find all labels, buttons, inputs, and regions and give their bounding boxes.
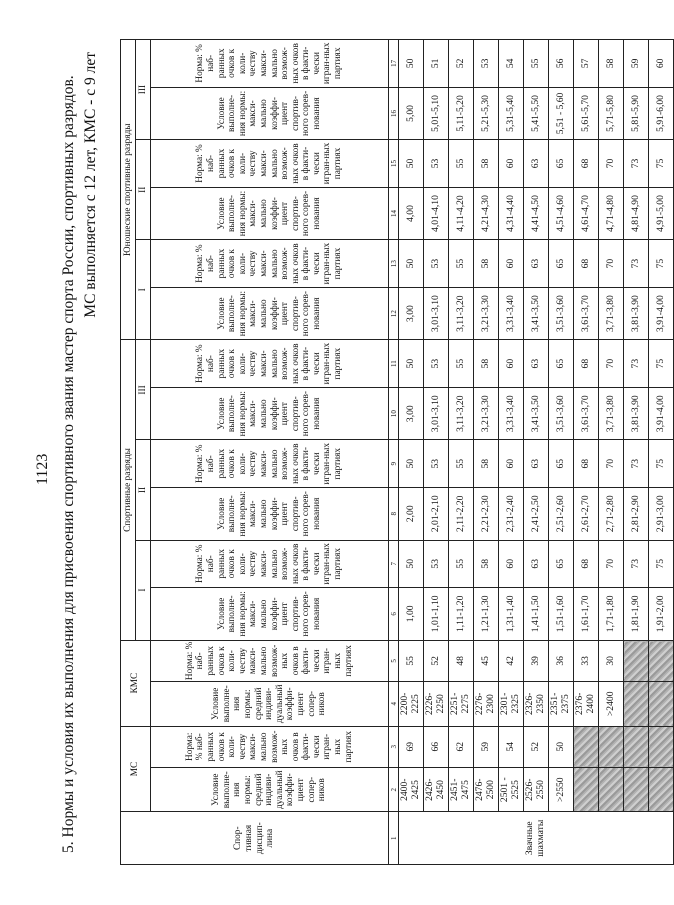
table-cell: 68 — [574, 540, 599, 588]
table-cell: 73 — [624, 140, 649, 188]
table-cell: 58 — [474, 240, 499, 288]
table-cell: 4,00 — [399, 187, 424, 240]
column-number: 1 — [389, 812, 399, 865]
table-cell: 3,81-3,90 — [624, 287, 649, 340]
table-cell: 1,11-1,20 — [449, 588, 474, 641]
table-cell: 50 — [399, 540, 424, 588]
table-cell: 3,91-4,00 — [649, 387, 674, 440]
table-cell: 5,61-5,70 — [574, 87, 599, 140]
table-cell: 58 — [599, 40, 624, 88]
rank-condition-header: Условие выполне-ния нормы: макси-мально коэффи-циент спортив-ного сорев-нования — [151, 487, 389, 540]
table-cell: 36 — [549, 640, 574, 681]
table-cell: 2426-2450 — [424, 767, 449, 811]
table-row — [549, 40, 574, 865]
table-cell: 50 — [399, 40, 424, 88]
table-cell: 2351-2375 — [549, 682, 574, 726]
table-cell: 58 — [474, 340, 499, 388]
table-cell: 60 — [499, 440, 524, 488]
table-cell: 73 — [624, 240, 649, 288]
age-note: МС выполняется с 12 лет, КМС - с 9 лет — [82, 52, 99, 318]
table-cell: 75 — [649, 540, 674, 588]
rank-norm-header: Норма: % наб-ранных очков к коли-честву макси-мально возмож-ных очков в факти-чески игран-ных партиях — [151, 140, 389, 188]
table-cell: 53 — [424, 340, 449, 388]
table-cell: 3,01-3,10 — [424, 387, 449, 440]
table-cell: >2550 — [549, 767, 574, 811]
table-cell: 55 — [449, 340, 474, 388]
rank-roman-label: III — [136, 340, 151, 440]
table-cell: 55 — [524, 40, 549, 88]
table-cell: 30 — [599, 640, 624, 681]
table-cell: 3,41-3,50 — [524, 287, 549, 340]
table-cell — [649, 726, 674, 767]
table-cell: 50 — [399, 340, 424, 388]
table-cell: 70 — [599, 340, 624, 388]
table-cell: 5,91-6,00 — [649, 87, 674, 140]
table-cell — [649, 640, 674, 681]
table-cell: 75 — [649, 240, 674, 288]
table-cell: 2,00 — [399, 487, 424, 540]
table-cell: 3,71-3,80 — [599, 387, 624, 440]
table-cell: 3,51-3,60 — [549, 287, 574, 340]
table-cell: 75 — [649, 340, 674, 388]
rank-roman-label: III — [136, 40, 151, 140]
table-cell: 53 — [424, 540, 449, 588]
table-cell: 65 — [549, 440, 574, 488]
table-cell: 5,81-5,90 — [624, 87, 649, 140]
table-row — [399, 40, 424, 865]
table-cell: 3,71-3,80 — [599, 287, 624, 340]
table-cell: 1,00 — [399, 588, 424, 641]
table-cell: 73 — [624, 540, 649, 588]
table-cell: 63 — [524, 340, 549, 388]
table-cell: 60 — [499, 340, 524, 388]
table-cell: 1,51-1,60 — [549, 588, 574, 641]
rank-norm-header: Норма: % наб-ранных очков к коли-честву макси-мально возмож-ных очков в факти-чески игран-ных партиях — [151, 40, 389, 88]
rank-roman-label: II — [136, 440, 151, 540]
table-cell — [624, 640, 649, 681]
column-number: 14 — [389, 187, 399, 240]
table-cell: 45 — [474, 640, 499, 681]
table-cell: 59 — [474, 726, 499, 767]
table-cell: 5,71-5,80 — [599, 87, 624, 140]
discipline-cell: Звачные шахматы — [399, 812, 674, 865]
table-cell: 63 — [524, 540, 549, 588]
table-cell: 55 — [449, 440, 474, 488]
table-cell: 68 — [574, 140, 599, 188]
table-cell: 33 — [574, 640, 599, 681]
column-number: 5 — [389, 640, 399, 681]
table-cell — [624, 682, 649, 726]
table-cell: 5,00 — [399, 87, 424, 140]
table-cell: 60 — [499, 540, 524, 588]
table-cell: 2,51-2,60 — [549, 487, 574, 540]
column-number: 3 — [389, 726, 399, 767]
table-cell: 3,61-3,70 — [574, 387, 599, 440]
table-cell: 56 — [549, 40, 574, 88]
table-cell: >2400 — [599, 682, 624, 726]
table-cell: 68 — [574, 240, 599, 288]
table-cell: 3,51-3,60 — [549, 387, 574, 440]
table-cell: 57 — [574, 40, 599, 88]
column-number: 12 — [389, 287, 399, 340]
table-cell: 73 — [624, 340, 649, 388]
table-row — [624, 40, 649, 865]
discipline-header: Спор-тивная дисцип-лина — [121, 812, 389, 865]
table-cell: 52 — [449, 40, 474, 88]
table-cell: 5,11-5,20 — [449, 87, 474, 140]
table-cell: 5,01-5,10 — [424, 87, 449, 140]
table-cell: 2,71-2,80 — [599, 487, 624, 540]
table-cell: 3,31-3,40 — [499, 287, 524, 340]
column-number: 6 — [389, 588, 399, 641]
column-number: 10 — [389, 387, 399, 440]
table-cell: 4,31-4,40 — [499, 187, 524, 240]
rank-condition-header: Условие выполне-ния нормы: макси-мально коэффи-циент спортив-ного сорев-нования — [151, 87, 389, 140]
table-cell: 58 — [474, 440, 499, 488]
table-cell: 3,00 — [399, 387, 424, 440]
sport-ranks-group-header: Спортивные разряды — [121, 340, 136, 640]
table-cell — [649, 767, 674, 811]
table-cell: 2400-2425 — [399, 767, 424, 811]
table-cell: 55 — [449, 240, 474, 288]
table-cell: 70 — [599, 240, 624, 288]
table-cell — [649, 682, 674, 726]
column-number: 4 — [389, 682, 399, 726]
table-cell: 39 — [524, 640, 549, 681]
rank-roman-label: II — [136, 140, 151, 240]
column-number: 2 — [389, 767, 399, 811]
table-cell: 2,41-2,50 — [524, 487, 549, 540]
table-cell: 65 — [549, 140, 574, 188]
table-cell: 60 — [649, 40, 674, 88]
kms-condition-header: Условие выполне-ния нормы: средний индиви-дуальный коэффи-циент сопер-ников — [151, 682, 389, 726]
table-cell — [574, 767, 599, 811]
table-cell: 2526-2550 — [524, 767, 549, 811]
table-cell: 58 — [474, 140, 499, 188]
table-cell — [624, 767, 649, 811]
table-cell: 70 — [599, 140, 624, 188]
section-heading: 5. Нормы и условия их выполнения для присвоения спортивного звания мастер спорта России, спортивных разрядов. — [60, 75, 77, 853]
table-cell: 2,31-2,40 — [499, 487, 524, 540]
table-cell: 1,21-1,30 — [474, 588, 499, 641]
column-number: 9 — [389, 440, 399, 488]
table-cell: 4,81-4,90 — [624, 187, 649, 240]
table-cell: 63 — [524, 440, 549, 488]
table-cell: 53 — [424, 240, 449, 288]
table-cell: 70 — [599, 440, 624, 488]
table-cell: 53 — [424, 440, 449, 488]
table-cell: 3,21-3,30 — [474, 287, 499, 340]
column-number: 17 — [389, 40, 399, 88]
table-cell: 1,61-1,70 — [574, 588, 599, 641]
column-number: 11 — [389, 340, 399, 388]
table-cell: 5,21-5,30 — [474, 87, 499, 140]
table-cell: 50 — [399, 240, 424, 288]
table-cell: 1,91-2,00 — [649, 588, 674, 641]
table-cell: 73 — [624, 440, 649, 488]
table-cell: 2,61-2,70 — [574, 487, 599, 540]
table-cell: 70 — [599, 540, 624, 588]
table-cell: 50 — [549, 726, 574, 767]
rank-condition-header: Условие выполне-ния нормы: макси-мально коэффи-циент спортив-ного сорев-нования — [151, 387, 389, 440]
table-cell: 3,61-3,70 — [574, 287, 599, 340]
table-cell — [624, 726, 649, 767]
youth-ranks-group-header: Юношеские спортивные разряды — [121, 40, 136, 340]
table-cell: 4,91-5,00 — [649, 187, 674, 240]
table-cell: 50 — [399, 140, 424, 188]
table-row — [499, 40, 524, 865]
table-cell: 5,51 - 5,60 — [549, 87, 574, 140]
column-number: 15 — [389, 140, 399, 188]
table-cell: 54 — [499, 726, 524, 767]
table-cell: 55 — [449, 540, 474, 588]
table-cell: 2,01-2,10 — [424, 487, 449, 540]
table-cell: 4,51-4,60 — [549, 187, 574, 240]
table-cell: 2,81-2,90 — [624, 487, 649, 540]
table-cell: 3,01-3,10 — [424, 287, 449, 340]
table-cell — [599, 767, 624, 811]
table-cell: 3,91-4,00 — [649, 287, 674, 340]
table-cell: 1,81-1,90 — [624, 588, 649, 641]
table-cell: 68 — [574, 440, 599, 488]
table-cell: 53 — [474, 40, 499, 88]
table-row — [524, 40, 549, 865]
column-number: 8 — [389, 487, 399, 540]
table-cell: 2451-2475 — [449, 767, 474, 811]
table-cell: 2,11-2,20 — [449, 487, 474, 540]
table-cell: 1,01-1,10 — [424, 588, 449, 641]
rank-condition-header: Условие выполне-ния нормы: макси-мально коэффи-циент спортив-ного сорев-нования — [151, 588, 389, 641]
column-number: 7 — [389, 540, 399, 588]
table-cell: 2326-2350 — [524, 682, 549, 726]
table-cell: 60 — [499, 140, 524, 188]
table-cell: 5,41-5,50 — [524, 87, 549, 140]
table-cell: 66 — [424, 726, 449, 767]
table-cell: 3,00 — [399, 287, 424, 340]
table-cell: 75 — [649, 140, 674, 188]
ms-condition-header: Условие выполне-ния нормы: средний индиви-дуальный коэффи-циент сопер-ников — [151, 767, 389, 811]
table-cell: 51 — [424, 40, 449, 88]
table-cell: 53 — [424, 140, 449, 188]
table-cell: 2501 - 2525 — [499, 767, 524, 811]
rank-condition-header: Условие выполне-ния нормы: макси-мально коэффи-циент спортив-ного сорев-нования — [151, 187, 389, 240]
table-cell: 4,01-4,10 — [424, 187, 449, 240]
table-cell: 4,21-4,30 — [474, 187, 499, 240]
table-cell: 4,71-4,80 — [599, 187, 624, 240]
table-cell: 3,21-3,30 — [474, 387, 499, 440]
table-cell — [599, 726, 624, 767]
table-cell: 75 — [649, 440, 674, 488]
column-number: 16 — [389, 87, 399, 140]
table-cell: 63 — [524, 240, 549, 288]
rank-condition-header: Условие выполне-ния нормы: макси-мально коэффи-циент спортив-ного сорев-нования — [151, 287, 389, 340]
table-row — [574, 40, 599, 865]
table-cell: 2,21-2,30 — [474, 487, 499, 540]
table-cell: 2376-2400 — [574, 682, 599, 726]
table-cell: 3,11-3,20 — [449, 287, 474, 340]
table-cell: 60 — [499, 240, 524, 288]
rank-norm-header: Норма: % наб-ранных очков к коли-честву макси-мально возмож-ных очков в факти-чески игран-ных партиях — [151, 340, 389, 388]
table-cell: 3,31-3,40 — [499, 387, 524, 440]
table-cell: 42 — [499, 640, 524, 681]
page-number: 1123 — [34, 453, 51, 485]
rank-roman-label: I — [136, 240, 151, 340]
table-cell: 65 — [549, 340, 574, 388]
table-cell: 52 — [424, 640, 449, 681]
table-cell: 55 — [449, 140, 474, 188]
table-cell: 3,81-3,90 — [624, 387, 649, 440]
table-cell: 1,31-1,40 — [499, 588, 524, 641]
table-cell: 1,71-1,80 — [599, 588, 624, 641]
table-cell: 48 — [449, 640, 474, 681]
kms-norm-header: Норма: % наб-ранных очков к коли-честву макси-мально возмож-ных очков в факти-чески игран-ных партиях — [151, 640, 389, 681]
table-row — [474, 40, 499, 865]
table-cell: 59 — [624, 40, 649, 88]
table-cell: 2276-2300 — [474, 682, 499, 726]
table-cell — [574, 726, 599, 767]
norms-table — [120, 39, 674, 865]
table-cell: 5,31-5,40 — [499, 87, 524, 140]
table-row — [449, 40, 474, 865]
table-cell: 50 — [399, 440, 424, 488]
rank-norm-header: Норма: % наб-ранных очков к коли-честву макси-мально возмож-ных очков в факти-чески игран-ных партиях — [151, 540, 389, 588]
rank-roman-label: I — [136, 540, 151, 640]
kms-group-header: КМС — [121, 640, 151, 726]
table-cell: 68 — [574, 340, 599, 388]
table-cell: 4,61-4,70 — [574, 187, 599, 240]
table-cell: 65 — [549, 240, 574, 288]
table-cell: 52 — [524, 726, 549, 767]
rank-norm-header: Норма: % наб-ранных очков к коли-честву макси-мально возмож-ных очков в факти-чески игран-ных партиях — [151, 240, 389, 288]
table-cell: 3,41-3,50 — [524, 387, 549, 440]
table-row — [424, 40, 449, 865]
table-row — [599, 40, 624, 865]
ms-group-header: МС — [121, 726, 151, 812]
column-number-row — [389, 40, 399, 865]
table-cell: 54 — [499, 40, 524, 88]
ms-norm-header: Норма: % наб-ранных очков к коли-честву макси-мально возмож-ных очков в факти-чески игран-ных партиях — [151, 726, 389, 767]
table-cell: 55 — [399, 640, 424, 681]
table-cell: 3,11-3,20 — [449, 387, 474, 440]
table-cell: 2251-2275 — [449, 682, 474, 726]
table-cell: 69 — [399, 726, 424, 767]
column-number: 13 — [389, 240, 399, 288]
table-cell: 2,91-3,00 — [649, 487, 674, 540]
table-cell: 2476-2500 — [474, 767, 499, 811]
table-cell: 4,11-4,20 — [449, 187, 474, 240]
table-row — [649, 40, 674, 865]
table-cell: 65 — [549, 540, 574, 588]
table-cell: 1,41-1,50 — [524, 588, 549, 641]
table-cell: 4,41-4,50 — [524, 187, 549, 240]
rank-norm-header: Норма: % наб-ранных очков к коли-честву макси-мально возмож-ных очков в факти-чески игран-ных партиях — [151, 440, 389, 488]
table-cell: 2200-2225 — [399, 682, 424, 726]
table-cell: 2226-2250 — [424, 682, 449, 726]
table-cell: 63 — [524, 140, 549, 188]
table-cell: 58 — [474, 540, 499, 588]
table-cell: 2301-2325 — [499, 682, 524, 726]
table-cell: 62 — [449, 726, 474, 767]
